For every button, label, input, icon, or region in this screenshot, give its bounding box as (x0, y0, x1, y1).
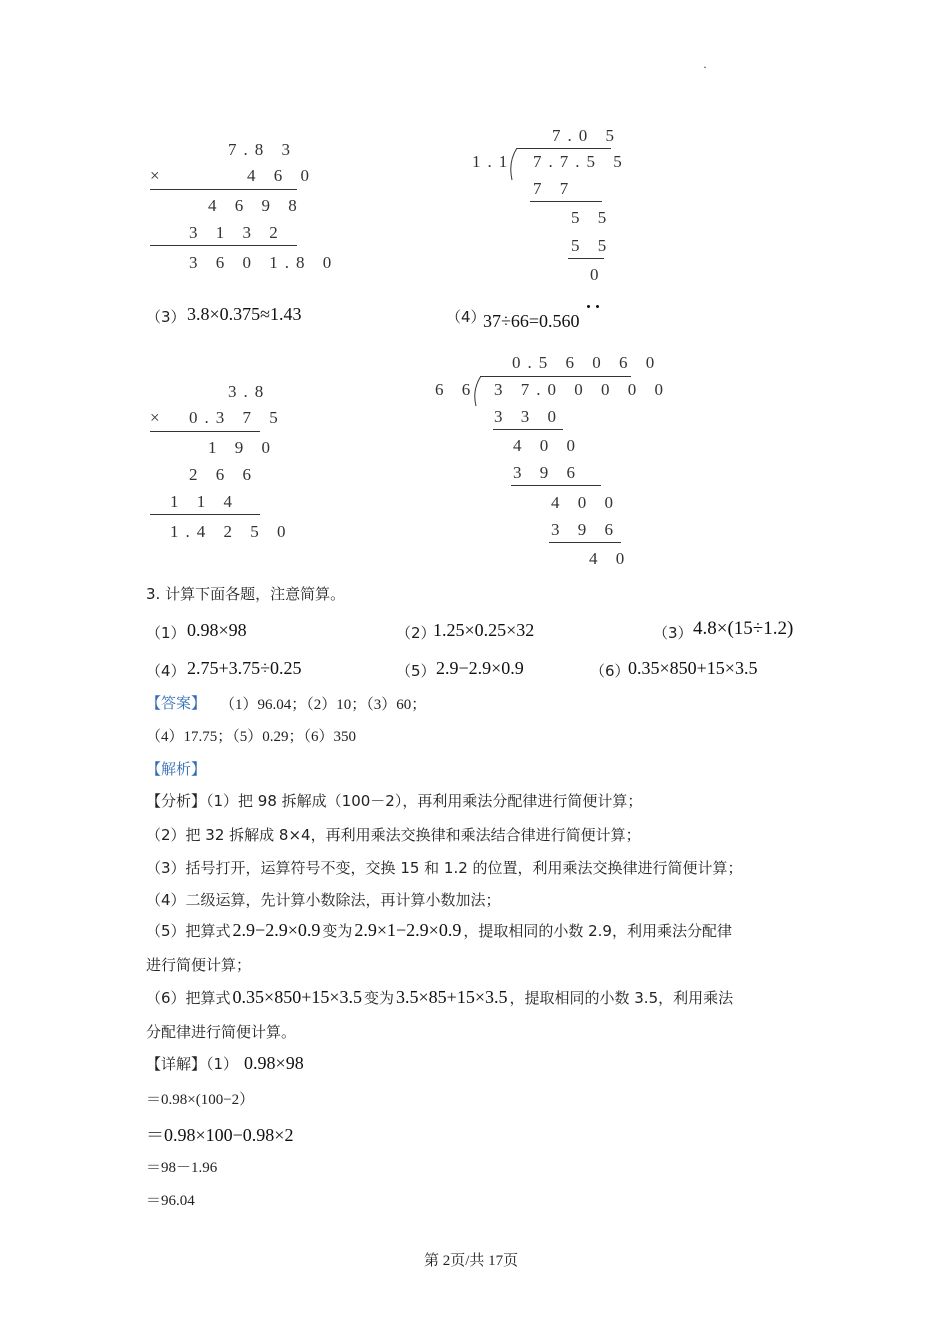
analysis-line-4: （4）二级运算，先计算小数除法，再计算小数加法； (146, 891, 501, 909)
calc3-partial-2: 2 6 6 (189, 465, 258, 484)
analysis-line-6 (146, 987, 733, 1008)
calc2-rule-2 (568, 258, 604, 259)
analysis-line-5-expr-2: 2.9×1−2.9×0.9 (354, 920, 462, 940)
analysis-line-5-expr-1: 2.9−2.9×0.9 (232, 920, 321, 940)
analysis-line-2: （2）把 32 拆解成 8×4，再利用乘法交换律和乘法结合律进行简便计算； (146, 826, 641, 844)
calc4-step-1: 3 3 0 (494, 407, 563, 426)
repeating-dot-0 (596, 305, 599, 308)
q3-item5-label: （5） (396, 662, 436, 680)
q3-item6-label: （6） (590, 662, 630, 680)
q3-item3-expr: 4.8×(15÷1.2) (693, 618, 794, 639)
calc4-step-3: 3 9 6 (513, 463, 582, 482)
page-footer: 第 2页/共 17页 (424, 1253, 519, 1269)
calc4-rule-1 (493, 429, 563, 430)
calc4-step-4: 4 0 0 (551, 493, 620, 512)
q3-item2-expr: 1.25×0.25×32 (433, 620, 535, 640)
calc1-partial-1: 4 6 9 8 (208, 196, 304, 215)
calc2-step-1: 7 7 (533, 179, 576, 198)
calc2-divisor: 1.1 (472, 152, 515, 171)
detail-line-1 (146, 1053, 304, 1074)
calc3-rule-2 (150, 514, 260, 515)
q3-item3-label: （3） (653, 624, 693, 642)
calc1-times-sign: × (150, 166, 167, 185)
analysis-line-6-expr-2: 3.5×85+15×3.5 (396, 987, 508, 1007)
calc1-rule-2 (150, 245, 297, 246)
calc3-multiplicand: 3.8 (228, 382, 271, 401)
answer-line-1: （1）96.04；（2）10；（3）60； (220, 697, 427, 713)
calc4-quotient: 0.5 6 0 6 0 (512, 353, 662, 372)
calc4-dividend: 3 7.0 0 0 0 0 (494, 380, 670, 399)
calc4-remainder: 4 0 (589, 549, 632, 568)
calc4-step-2: 4 0 0 (513, 436, 582, 455)
calc2-quotient: 7.0 5 (552, 126, 621, 145)
calc1-partial-2: 3 1 3 2 (189, 223, 285, 242)
detail-expr: 0.98×98 (244, 1053, 304, 1073)
q3-item2-label: （2） (396, 624, 436, 642)
calc4-step-5: 3 9 6 (551, 520, 620, 539)
calc2-bracket-top (517, 148, 611, 149)
item4-label: （4） (446, 308, 486, 326)
analysis-line-5-mid: 变为 (322, 922, 353, 940)
answer-tag: 【答案】 (146, 694, 207, 712)
detail-tag: 【详解】（1） (146, 1055, 239, 1073)
q3-item6-expr: 0.35×850+15×3.5 (628, 658, 758, 678)
detail-step-3: ＝98－1.96 (146, 1160, 218, 1176)
calc1-result: 3 6 0 1.8 0 (189, 253, 339, 272)
analysis-line-6-expr-1: 0.35×850+15×3.5 (232, 987, 363, 1007)
calc3-partial-3: 1 1 4 (170, 492, 239, 511)
item4-expression: 37÷66=0.560 (483, 311, 580, 331)
q3-item5-expr: 2.9−2.9×0.9 (436, 658, 524, 678)
calc2-rule-1 (530, 201, 602, 202)
calc3-multiplier: 0.3 7 5 (189, 408, 285, 427)
q3-item4-expr: 2.75+3.75÷0.25 (187, 658, 302, 678)
question-3-title: 3. 计算下面各题，注意简算。 (146, 585, 346, 603)
calc4-bracket-curve (470, 376, 484, 408)
item3-label: （3） (146, 308, 186, 326)
page-mark: · (703, 60, 707, 74)
analysis-line-5-suffix: ，提取相同的小数 2.9，利用乘法分配律 (463, 922, 732, 940)
calc1-multiplier: 4 6 0 (247, 166, 316, 185)
analysis-line-6-cont: 分配律进行简便计算。 (146, 1023, 297, 1041)
calc2-remainder: 0 (590, 265, 606, 284)
analysis-line-3: （3）括号打开，运算符号不变，交换 15 和 1.2 的位置，利用乘法交换律进行简便计算； (146, 859, 743, 877)
calc4-divisor: 6 6 (435, 380, 478, 399)
calc3-times-sign: × (150, 408, 167, 427)
analysis-line-5 (146, 920, 732, 941)
calc3-partial-1: 1 9 0 (208, 438, 277, 457)
calc1-multiplicand: 7.8 3 (228, 140, 297, 159)
q3-item4-label: （4） (146, 662, 186, 680)
analysis-tag: 【解析】 (146, 760, 207, 778)
calc2-bracket-curve (506, 148, 520, 182)
analysis-line-5-cont: 进行简便计算； (146, 956, 252, 974)
repeating-dot-6 (587, 305, 590, 308)
calc4-rule-2 (511, 485, 601, 486)
calc3-rule-1 (150, 431, 260, 432)
answer-line-2: （4）17.75；（5）0.29；（6）350 (146, 729, 357, 745)
analysis-line-5-prefix: （5）把算式 (146, 922, 231, 940)
calc1-rule-1 (150, 189, 297, 190)
analysis-line-6-mid: 变为 (364, 989, 395, 1007)
analysis-line-6-suffix: ，提取相同的小数 3.5，利用乘法 (509, 989, 734, 1007)
q3-item1-expr: 0.98×98 (187, 620, 247, 640)
calc2-dividend: 7.7.5 5 (533, 152, 629, 171)
detail-step-4: ＝96.04 (146, 1193, 195, 1209)
analysis-line-6-prefix: （6）把算式 (146, 989, 231, 1007)
item3-expression: 3.8×0.375≈1.43 (187, 304, 302, 324)
calc2-step-2: 5 5 (571, 208, 614, 227)
analysis-line-1: 【分析】（1）把 98 拆解成（100－2），再利用乘法分配律进行简便计算； (146, 792, 643, 810)
calc4-bracket-top (480, 376, 631, 377)
detail-step-1: ＝0.98×(100−2） (146, 1092, 255, 1108)
calc4-rule-3 (549, 542, 621, 543)
detail-step-2: ＝0.98×100−0.98×2 (146, 1125, 294, 1145)
q3-item1-label: （1） (146, 624, 186, 642)
calc3-result: 1.4 2 5 0 (170, 522, 293, 541)
calc2-step-3: 5 5 (571, 236, 614, 255)
